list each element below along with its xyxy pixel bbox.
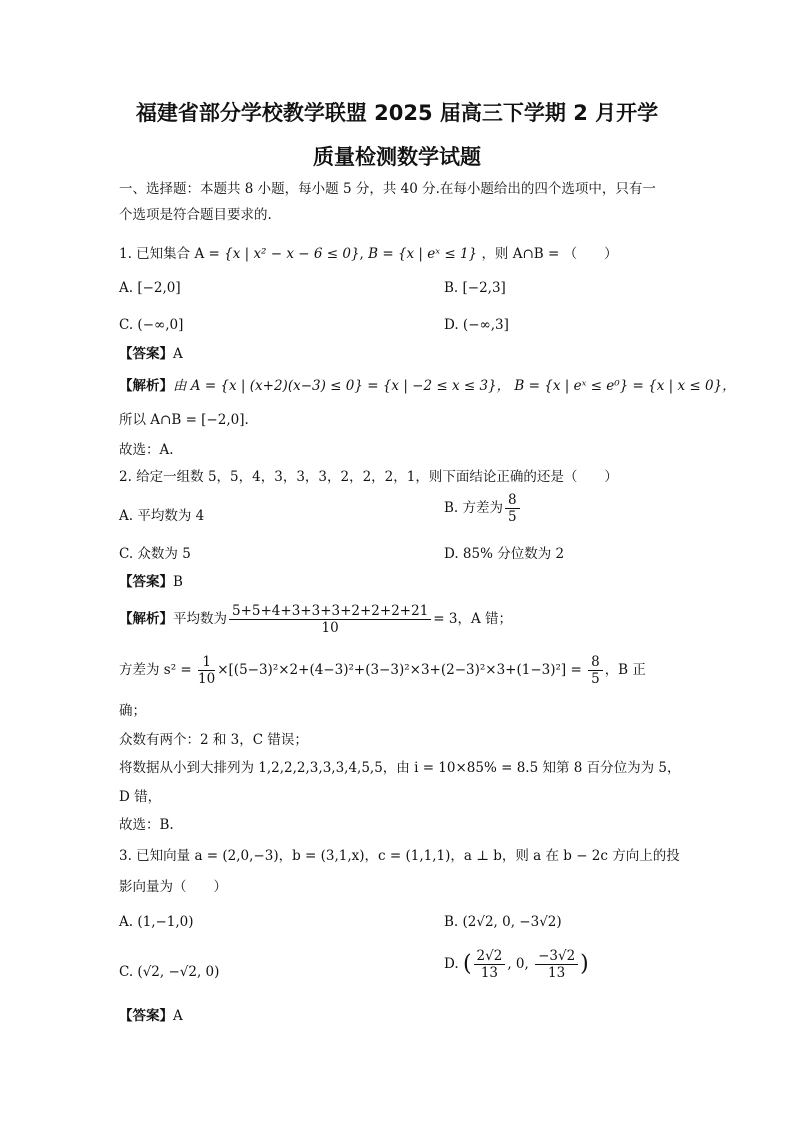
q2-analysis-label: 【解析】 (119, 611, 173, 627)
q3-option-c: C. (√2, −√2, 0) (119, 964, 220, 980)
question-3-cont: 影向量为（ ） (119, 879, 227, 895)
q2-option-b (444, 492, 522, 525)
q1-analysis-2: 所以 A∩B = [−2,0]. (119, 412, 249, 428)
q3-option-d-rparen: ) (580, 951, 589, 977)
section-instruction-1: 一、选择题：本题共 8 小题，每小题 5 分，共 40 分.在每小题给出的四个选项中，只有一 (119, 181, 656, 197)
q3-option-d (444, 948, 589, 981)
q2-option-c: C. 众数为 5 (119, 546, 191, 562)
q3-option-d-prefix: D. (444, 956, 463, 972)
q2-answer-value: B (173, 574, 183, 590)
q3-option-d-d2: 13 (548, 965, 566, 981)
q3-option-b: B. (2√2, 0, −3√2) (444, 914, 562, 930)
q1-stem-prefix: 1. 已知集合 A = (119, 246, 225, 262)
q2-variance-body: ×[(5−3)²×2+(4−3)²+(3−3)²×3+(2−3)²×3+(1−3)²] = (217, 662, 587, 678)
q1-set-b: B = {x | eˣ ≤ 1} (368, 246, 478, 262)
title-line-2: 质量检测数学试题 (313, 145, 481, 169)
q2-analysis-2 (119, 654, 646, 687)
q3-option-d-frac1 (474, 948, 506, 981)
q1-stem-suffix: ，则 A∩B = （ ） (481, 246, 618, 262)
q2-variance-prefix: 方差为 s² = (119, 662, 197, 678)
q2-variance-coef-num: 1 (198, 654, 215, 671)
q3-option-d-lparen: ( (462, 951, 472, 977)
q2-option-b-numerator: 8 (505, 492, 520, 509)
q3-option-d-d1: 13 (480, 965, 499, 981)
q2-analysis-6: D 错， (119, 789, 162, 805)
q2-mean-suffix: = 3，A 错； (433, 611, 513, 627)
q1-option-c: C. (−∞,0] (119, 317, 184, 333)
q3-answer (119, 1007, 183, 1025)
q1-answer-value: A (173, 346, 183, 362)
q1-analysis-text-1: 由 A = {x | (x+2)(x−3) ≤ 0} = {x | −2 ≤ x ≤ 3}， B = {x | eˣ ≤ e⁰} = {x | x ≤ 0}， (173, 378, 736, 394)
q2-mean-fraction (229, 603, 431, 636)
q2-analysis-4: 众数有两个：2 和 3，C 错误； (119, 732, 308, 748)
q2-analysis-5: 将数据从小到大排列为 1,2,2,2,3,3,3,4,5,5，由 i = 10×85% = 8.5 知第 8 百分位为为 5， (119, 760, 681, 776)
q3-option-d-n1: 2√2 (474, 948, 506, 965)
q3-answer-label: 【答案】 (119, 1008, 173, 1024)
q2-variance-suffix: ，B 正 (604, 662, 646, 678)
q2-option-b-text: B. 方差为 (444, 500, 504, 516)
q2-variance-result (588, 654, 603, 687)
q3-option-d-n2: −3√2 (535, 948, 578, 965)
q1-analysis-label: 【解析】 (119, 378, 173, 394)
title-line-1: 福建省部分学校教学联盟 2025 届高三下学期 2 月开学 (135, 101, 659, 125)
q3-option-a: A. (1,−1,0) (119, 914, 194, 930)
q2-option-a: A. 平均数为 4 (119, 508, 205, 524)
question-2: 2. 给定一组数 5，5，4，3，3，3，2，2，2，1，则下面结论正确的还是（ ） (119, 469, 618, 485)
q2-variance-coef-den: 10 (198, 671, 216, 687)
q3-answer-value: A (173, 1008, 183, 1024)
q2-option-b-denominator: 5 (508, 509, 517, 525)
q2-conclusion: 故选：B. (119, 817, 174, 833)
q1-analysis-1 (119, 377, 736, 395)
question-1: 1. 已知集合 A = {x | x² − x − 6 ≤ 0}, B = {x | eˣ ≤ 1} ，则 A∩B = （ ） (119, 246, 618, 262)
q2-answer-label: 【答案】 (119, 574, 173, 590)
q2-answer (119, 573, 183, 591)
section-instruction-2: 个选项是符合题目要求的. (119, 207, 272, 223)
q2-variance-res-den: 5 (591, 671, 600, 687)
q1-answer (119, 345, 183, 363)
q1-option-d: D. (−∞,3] (444, 317, 509, 333)
q2-analysis-3: 确； (119, 703, 146, 719)
q2-option-d: D. 85% 分位数为 2 (444, 546, 565, 562)
q2-variance-coef (198, 654, 215, 687)
q2-mean-denominator: 10 (321, 620, 339, 636)
q3-option-d-mid: , 0, (507, 956, 534, 972)
q3-option-d-frac2 (535, 948, 578, 981)
question-3: 3. 已知向量 a = (2,0,−3)，b = (3,1,x)，c = (1,1,1)，a ⊥ b，则 a 在 b − 2c 方向上的投 (119, 848, 680, 864)
q2-option-b-fraction (505, 492, 520, 525)
q1-option-b: B. [−2,3] (444, 280, 506, 296)
q1-set-a: {x | x² − x − 6 ≤ 0} (224, 246, 360, 262)
q2-variance-res-num: 8 (588, 654, 603, 671)
q2-analysis-1 (119, 603, 512, 636)
q1-answer-label: 【答案】 (119, 346, 173, 362)
q1-conclusion: 故选：A. (119, 442, 174, 458)
q1-option-a: A. [−2,0] (119, 280, 181, 296)
q2-mean-prefix: 平均数为 (173, 611, 227, 627)
q2-mean-numerator: 5+5+4+3+3+3+2+2+2+21 (229, 603, 431, 620)
